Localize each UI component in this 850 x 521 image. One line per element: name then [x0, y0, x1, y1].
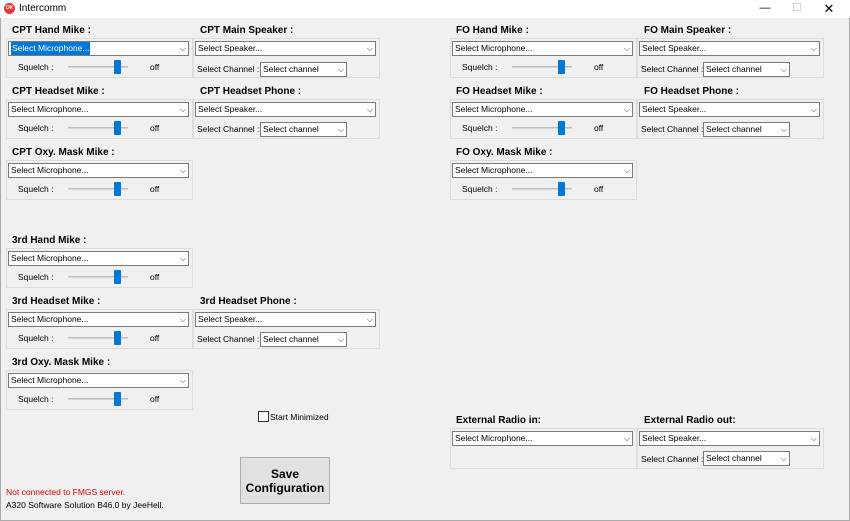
- chevron-down-icon: ⌵: [780, 125, 787, 134]
- select-channel-label: Select Channel :: [197, 64, 260, 74]
- chevron-down-icon: ⌵: [337, 125, 344, 134]
- slider-thumb[interactable]: [558, 121, 565, 135]
- fo-headset-mike-heading: FO Headset Mike :: [456, 86, 543, 97]
- selected-text: Select Speaker...: [198, 104, 263, 114]
- cpt-headset-phone-channel-select[interactable]: [260, 122, 347, 137]
- slider-thumb[interactable]: [114, 392, 121, 406]
- selected-text: Select Microphone...: [455, 104, 533, 114]
- selected-text: Select Speaker...: [642, 104, 707, 114]
- cpt-hand-mike-squelch-slider[interactable]: [68, 60, 128, 74]
- squelch-value: off: [594, 184, 604, 194]
- chevron-down-icon: ⌵: [623, 434, 630, 443]
- close-button[interactable]: ✕: [823, 1, 835, 16]
- cpt-headset-phone-select[interactable]: [195, 102, 376, 117]
- squelch-label: Squelch :: [462, 62, 498, 72]
- external-radio-out-channel-select[interactable]: [703, 451, 790, 466]
- chevron-down-icon: ⌵: [623, 44, 630, 53]
- third-oxy-mask-mike-select[interactable]: [8, 373, 189, 388]
- cpt-main-speaker-heading: CPT Main Speaker :: [200, 25, 294, 36]
- third-hand-mike-heading: 3rd Hand Mike :: [12, 235, 87, 246]
- slider-thumb[interactable]: [114, 182, 121, 196]
- chevron-down-icon: ⌵: [810, 44, 817, 53]
- select-channel-label: Select Channel :: [641, 454, 704, 464]
- chevron-down-icon: ⌵: [337, 335, 344, 344]
- selected-text: Select Speaker...: [642, 43, 707, 53]
- squelch-value: off: [150, 333, 160, 343]
- selected-text: Select Microphone...: [11, 253, 89, 263]
- squelch-label: Squelch :: [18, 333, 54, 343]
- slider-thumb[interactable]: [114, 60, 121, 74]
- third-headset-mike-squelch-slider[interactable]: [68, 331, 128, 345]
- squelch-value: off: [150, 272, 160, 282]
- squelch-label: Squelch :: [18, 184, 54, 194]
- cpt-main-speaker-channel-select[interactable]: [260, 62, 347, 77]
- selected-text: Select Microphone...: [455, 43, 533, 53]
- fo-main-speaker-heading: FO Main Speaker :: [644, 25, 732, 36]
- external-radio-in-heading: External Radio in:: [456, 415, 542, 426]
- chevron-down-icon: ⌵: [179, 44, 186, 53]
- selected-text: Select channel: [263, 124, 319, 134]
- minimize-button[interactable]: —: [759, 2, 771, 14]
- squelch-value: off: [594, 62, 604, 72]
- fo-headset-mike-select[interactable]: [452, 102, 633, 117]
- version-credit: A320 Software Solution B46.0 by JeeHell.: [6, 500, 164, 510]
- selected-text: Select channel: [706, 453, 762, 463]
- squelch-label: Squelch :: [462, 123, 498, 133]
- fo-hand-mike-select[interactable]: [452, 41, 633, 56]
- chevron-down-icon: ⌵: [780, 454, 787, 463]
- selected-text: Select Microphone...: [12, 43, 90, 53]
- cpt-headset-mike-heading: CPT Headset Mike :: [12, 86, 105, 97]
- connection-status: Not connected to FMGS server.: [6, 487, 126, 497]
- chevron-down-icon: ⌵: [780, 65, 787, 74]
- cpt-oxy-mask-mike-heading: CPT Oxy. Mask Mike :: [12, 147, 115, 158]
- third-oxy-mask-mike-squelch-slider[interactable]: [68, 392, 128, 406]
- chevron-down-icon: ⌵: [366, 105, 373, 114]
- window-title: Intercomm: [19, 3, 67, 14]
- selected-text: Select channel: [706, 124, 762, 134]
- selected-text: Select Speaker...: [198, 43, 263, 53]
- squelch-label: Squelch :: [18, 272, 54, 282]
- chevron-down-icon: ⌵: [810, 105, 817, 114]
- chevron-down-icon: ⌵: [179, 166, 186, 175]
- select-channel-label: Select Channel :: [641, 64, 704, 74]
- slider-thumb[interactable]: [114, 270, 121, 284]
- third-headset-mike-heading: 3rd Headset Mike :: [12, 296, 101, 307]
- squelch-label: Squelch :: [462, 184, 498, 194]
- slider-thumb[interactable]: [114, 121, 121, 135]
- third-hand-mike-select[interactable]: [8, 251, 189, 266]
- cpt-headset-phone-heading: CPT Headset Phone :: [200, 86, 302, 97]
- external-radio-out-select[interactable]: [639, 431, 820, 446]
- selected-text: Select channel: [706, 64, 762, 74]
- squelch-value: off: [150, 184, 160, 194]
- maximize-button[interactable]: ☐: [792, 2, 802, 14]
- squelch-label: Squelch :: [18, 123, 54, 133]
- slider-thumb[interactable]: [558, 60, 565, 74]
- fo-oxy-mask-mike-heading: FO Oxy. Mask Mike :: [456, 147, 553, 158]
- start-minimized-checkbox[interactable]: [258, 411, 269, 422]
- chevron-down-icon: ⌵: [179, 254, 186, 263]
- chevron-down-icon: ⌵: [337, 65, 344, 74]
- squelch-value: off: [594, 123, 604, 133]
- selected-text: Select Microphone...: [11, 104, 89, 114]
- chevron-down-icon: ⌵: [366, 315, 373, 324]
- squelch-value: off: [150, 123, 160, 133]
- fo-headset-mike-squelch-slider[interactable]: [512, 121, 572, 135]
- selected-text: Select Speaker...: [198, 314, 263, 324]
- fo-main-speaker-channel-select[interactable]: [703, 62, 790, 77]
- select-channel-label: Select Channel :: [641, 124, 704, 134]
- fo-headset-phone-heading: FO Headset Phone :: [644, 86, 740, 97]
- slider-thumb[interactable]: [558, 182, 565, 196]
- start-minimized-label[interactable]: Start Minimized: [270, 412, 329, 422]
- selected-text: Select Speaker...: [642, 433, 707, 443]
- fo-headset-phone-channel-select[interactable]: [703, 122, 790, 137]
- fo-oxy-mask-mike-select[interactable]: [452, 163, 633, 178]
- chevron-down-icon: ⌵: [179, 105, 186, 114]
- selected-text: Select channel: [263, 64, 319, 74]
- external-radio-in-select[interactable]: [452, 431, 633, 446]
- cpt-hand-mike-heading: CPT Hand Mike :: [12, 25, 91, 36]
- fo-oxy-mask-mike-squelch-slider[interactable]: [512, 182, 572, 196]
- third-headset-phone-channel-select[interactable]: [260, 332, 347, 347]
- cpt-headset-mike-select[interactable]: [8, 102, 189, 117]
- fo-headset-phone-select[interactable]: [639, 102, 820, 117]
- chevron-down-icon: ⌵: [179, 315, 186, 324]
- fo-hand-mike-heading: FO Hand Mike :: [456, 25, 529, 36]
- slider-thumb[interactable]: [114, 331, 121, 345]
- third-oxy-mask-mike-heading: 3rd Oxy. Mask Mike :: [12, 357, 111, 368]
- squelch-label: Squelch :: [18, 62, 54, 72]
- fo-hand-mike-squelch-slider[interactable]: [512, 60, 572, 74]
- cpt-headset-mike-squelch-slider[interactable]: [68, 121, 128, 135]
- save-button-line2: Configuration: [245, 481, 325, 495]
- app-icon: OK: [4, 3, 15, 14]
- selected-text: Select Microphone...: [455, 165, 533, 175]
- third-hand-mike-squelch-slider[interactable]: [68, 270, 128, 284]
- external-radio-out-heading: External Radio out:: [644, 415, 736, 426]
- save-configuration-button[interactable]: [240, 457, 330, 504]
- select-channel-label: Select Channel :: [197, 334, 260, 344]
- select-channel-label: Select Channel :: [197, 124, 260, 134]
- cpt-oxy-mask-mike-select[interactable]: [8, 163, 189, 178]
- squelch-value: off: [150, 62, 160, 72]
- selected-text: Select Microphone...: [11, 314, 89, 324]
- cpt-main-speaker-select[interactable]: [195, 41, 376, 56]
- selected-text: Select Microphone...: [11, 375, 89, 385]
- selected-text: Select channel: [263, 334, 319, 344]
- third-headset-phone-select[interactable]: [195, 312, 376, 327]
- chevron-down-icon: ⌵: [623, 105, 630, 114]
- chevron-down-icon: ⌵: [810, 434, 817, 443]
- chevron-down-icon: ⌵: [366, 44, 373, 53]
- squelch-label: Squelch :: [18, 394, 54, 404]
- fo-main-speaker-select[interactable]: [639, 41, 820, 56]
- selected-text: Select Microphone...: [11, 165, 89, 175]
- squelch-value: off: [150, 394, 160, 404]
- third-headset-phone-heading: 3rd Headset Phone :: [200, 296, 297, 307]
- third-headset-mike-select[interactable]: [8, 312, 189, 327]
- chevron-down-icon: ⌵: [623, 166, 630, 175]
- selected-text: Select Microphone...: [455, 433, 533, 443]
- chevron-down-icon: ⌵: [179, 376, 186, 385]
- title-bar: [0, 0, 850, 18]
- save-button-line1: Save: [270, 467, 300, 481]
- cpt-hand-mike-select[interactable]: [8, 41, 189, 56]
- cpt-oxy-mask-mike-squelch-slider[interactable]: [68, 182, 128, 196]
